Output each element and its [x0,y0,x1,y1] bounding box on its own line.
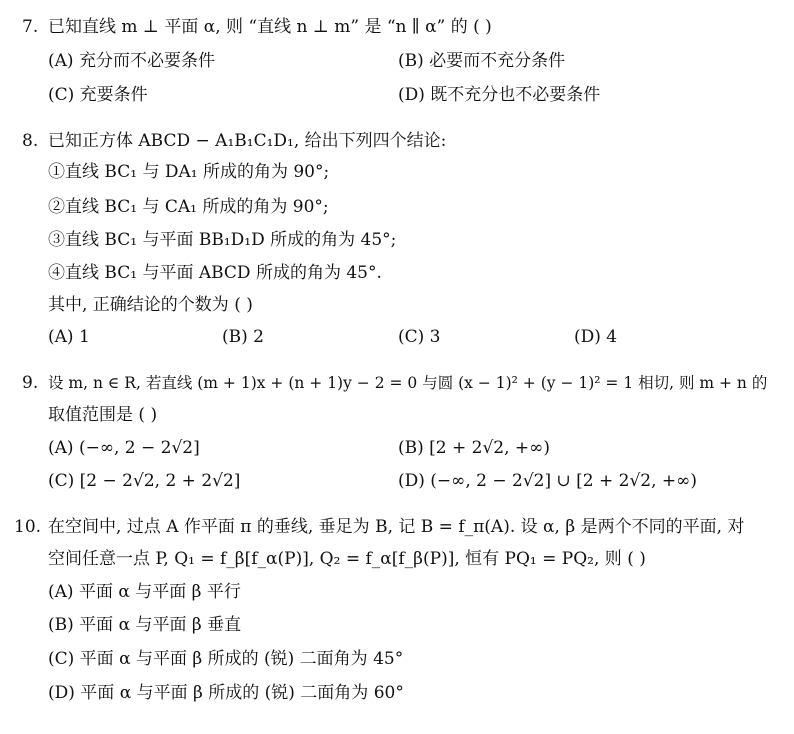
question-9-option-b: (B) [2 + 2√2, +∞) [398,438,550,458]
question-10-option-c: (C) 平面 α 与平面 β 所成的 (锐) 二面角为 45° [48,649,404,669]
question-7-option-c: (C) 充要条件 [48,85,148,105]
question-8-statement-4: ④直线 BC₁ 与平面 ABCD 所成的角为 45°. [48,263,382,283]
question-8-option-a: (A) 1 [48,327,90,347]
question-8-question: 其中, 正确结论的个数为 ( ) [48,295,253,315]
question-9-option-d: (D) (−∞, 2 − 2√2] ∪ [2 + 2√2, +∞) [398,471,697,491]
question-10-stem-line-1: 在空间中, 过点 A 作平面 π 的垂线, 垂足为 B, 记 B = f_π(A). 设 α, β 是两个不同的平面, 对 [48,517,745,537]
question-8-statement-3: ③直线 BC₁ 与平面 BB₁D₁D 所成的角为 45°; [48,230,397,250]
question-9-number: 9. [22,373,39,393]
question-8-stem: 已知正方体 ABCD − A₁B₁C₁D₁, 给出下列四个结论: [48,131,447,151]
question-10-option-a: (A) 平面 α 与平面 β 平行 [48,582,241,602]
question-10-option-d: (D) 平面 α 与平面 β 所成的 (锐) 二面角为 60° [48,683,404,703]
question-8-option-d: (D) 4 [574,327,618,347]
question-9-stem-line-2: 取值范围是 ( ) [48,405,158,425]
question-9-option-a: (A) (−∞, 2 − 2√2] [48,438,200,458]
question-7-option-b: (B) 必要而不充分条件 [398,51,566,71]
question-8-number: 8. [22,131,39,151]
question-10-option-b: (B) 平面 α 与平面 β 垂直 [48,615,242,635]
question-7-stem: 已知直线 m ⊥ 平面 α, 则 “直线 n ⊥ m” 是 “n ∥ α” 的 ( ) [48,17,492,37]
question-7-option-a: (A) 充分而不必要条件 [48,51,215,71]
question-9-option-c: (C) [2 − 2√2, 2 + 2√2] [48,471,241,491]
question-9-stem-line-1: 设 m, n ∈ R, 若直线 (m + 1)x + (n + 1)y − 2 = 0 与圆 (x − 1)² + (y − 1)² = 1 相切, 则 m + n 的 [48,374,768,392]
question-10-number: 10. [14,517,42,537]
question-10-stem-line-2: 空间任意一点 P, Q₁ = f_β[f_α(P)], Q₂ = f_α[f_β(P)], 恒有 PQ₁ = PQ₂, 则 ( ) [48,549,646,569]
question-8-statement-1: ①直线 BC₁ 与 DA₁ 所成的角为 90°; [48,162,330,182]
question-8-statement-2: ②直线 BC₁ 与 CA₁ 所成的角为 90°; [48,197,329,217]
question-7-option-d: (D) 既不充分也不必要条件 [398,85,601,105]
question-8-option-c: (C) 3 [398,327,441,347]
question-8-option-b: (B) 2 [222,327,264,347]
question-7-number: 7. [22,17,39,37]
